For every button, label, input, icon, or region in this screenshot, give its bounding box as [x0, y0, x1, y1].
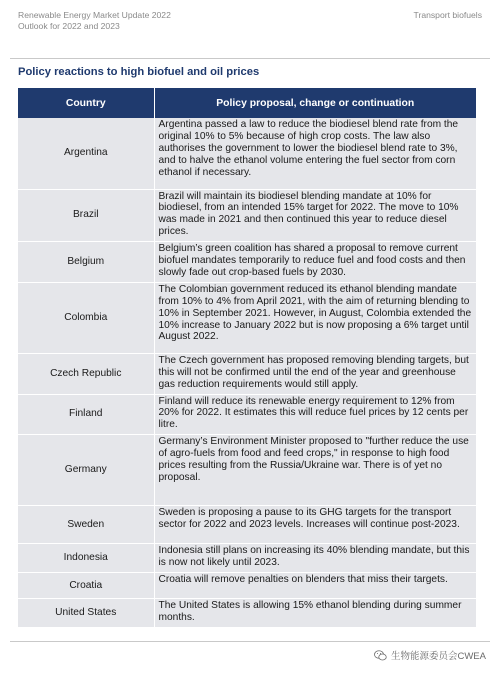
doc-subtitle: Outlook for 2022 and 2023	[18, 21, 120, 31]
table-row	[18, 189, 476, 242]
country-cell: Indonesia	[18, 544, 154, 573]
table-row	[18, 353, 476, 394]
country-cell: Colombia	[18, 282, 154, 353]
doc-title: Renewable Energy Market Update 2022	[18, 10, 171, 20]
watermark	[374, 648, 486, 662]
policy-cell: Finland will reduce its renewable energy requirement to 12% from 20% for 2022. It estimates this will reduce fuel prices by 12 cents per litre.	[154, 394, 476, 435]
policy-cell: Argentina passed a law to reduce the biodiesel blend rate from the original 10% to 5% because of high crop costs. The law also authorises the government to lower the biodiesel blend rate to 3%, and to halve the ethanol volume entering the fuel sector from corn ethanol if necessary.	[154, 118, 476, 189]
policy-cell: Croatia will remove penalties on blenders that miss their targets.	[154, 573, 476, 599]
policy-cell: Indonesia still plans on increasing its 40% blending mandate, but this is now not likely until 2023.	[154, 544, 476, 573]
table-row	[18, 544, 476, 573]
policy-cell: Brazil will maintain its biodiesel blending mandate at 10% for biodiesel, from an intended 15% target for 2022. The move to 10% was made in 2021 and then continued this year to reduce diesel prices.	[154, 189, 476, 242]
column-header-country: Country	[18, 88, 154, 118]
table-header-row	[18, 88, 476, 118]
footer-divider	[10, 641, 490, 642]
policy-cell: The Czech government has proposed removing blending targets, but this will not be confirmed until the end of the year and greenhouse gas reduction requirements would still apply.	[154, 353, 476, 394]
country-cell: Czech Republic	[18, 353, 154, 394]
table-row	[18, 394, 476, 435]
policy-cell: The United States is allowing 15% ethanol blending during summer months.	[154, 599, 476, 628]
country-cell: Argentina	[18, 118, 154, 189]
country-cell: Croatia	[18, 573, 154, 599]
country-cell: Germany	[18, 435, 154, 506]
table-row	[18, 599, 476, 628]
page-header	[18, 10, 482, 42]
table-row	[18, 435, 476, 506]
policy-table	[18, 88, 476, 628]
table-title: Policy reactions to high biofuel and oil prices	[18, 66, 260, 78]
column-header-policy: Policy proposal, change or continuation	[154, 88, 476, 118]
policy-cell: Germany’s Environment Minister proposed to "further reduce the use of agro-fuels from food and feed crops," in response to high food prices resulting from the Russia/Ukraine war. There is of yet no proposal.	[154, 435, 476, 506]
doc-title-block	[18, 10, 171, 32]
table-row	[18, 506, 476, 544]
table-row	[18, 118, 476, 189]
policy-cell: Belgium’s green coalition has shared a proposal to remove current biofuel mandates temporarily to reduce fuel and food costs and then slowly fade out crop-based fuels by 2030.	[154, 242, 476, 283]
wechat-icon	[374, 650, 387, 661]
country-cell: United States	[18, 599, 154, 628]
section-label: Transport biofuels	[413, 10, 482, 20]
policy-cell: The Colombian government reduced its ethanol blending mandate from 10% to 4% from April 2021, with the aim of returning blending to 10% in September 2021. However, in August, Colombia extended the 10% increase to January 2022 but is now proposing a 6% target until August 2022.	[154, 282, 476, 353]
country-cell: Finland	[18, 394, 154, 435]
table-row	[18, 242, 476, 283]
header-divider	[10, 58, 490, 59]
table-row	[18, 282, 476, 353]
policy-table-container	[18, 88, 476, 628]
country-cell: Belgium	[18, 242, 154, 283]
watermark-text: 生物能源委员会CWEA	[390, 651, 486, 662]
table-row	[18, 573, 476, 599]
policy-cell: Sweden is proposing a pause to its GHG targets for the transport sector for 2022 and 2023 levels. Increases will continue post-2023.	[154, 506, 476, 544]
country-cell: Sweden	[18, 506, 154, 544]
country-cell: Brazil	[18, 189, 154, 242]
